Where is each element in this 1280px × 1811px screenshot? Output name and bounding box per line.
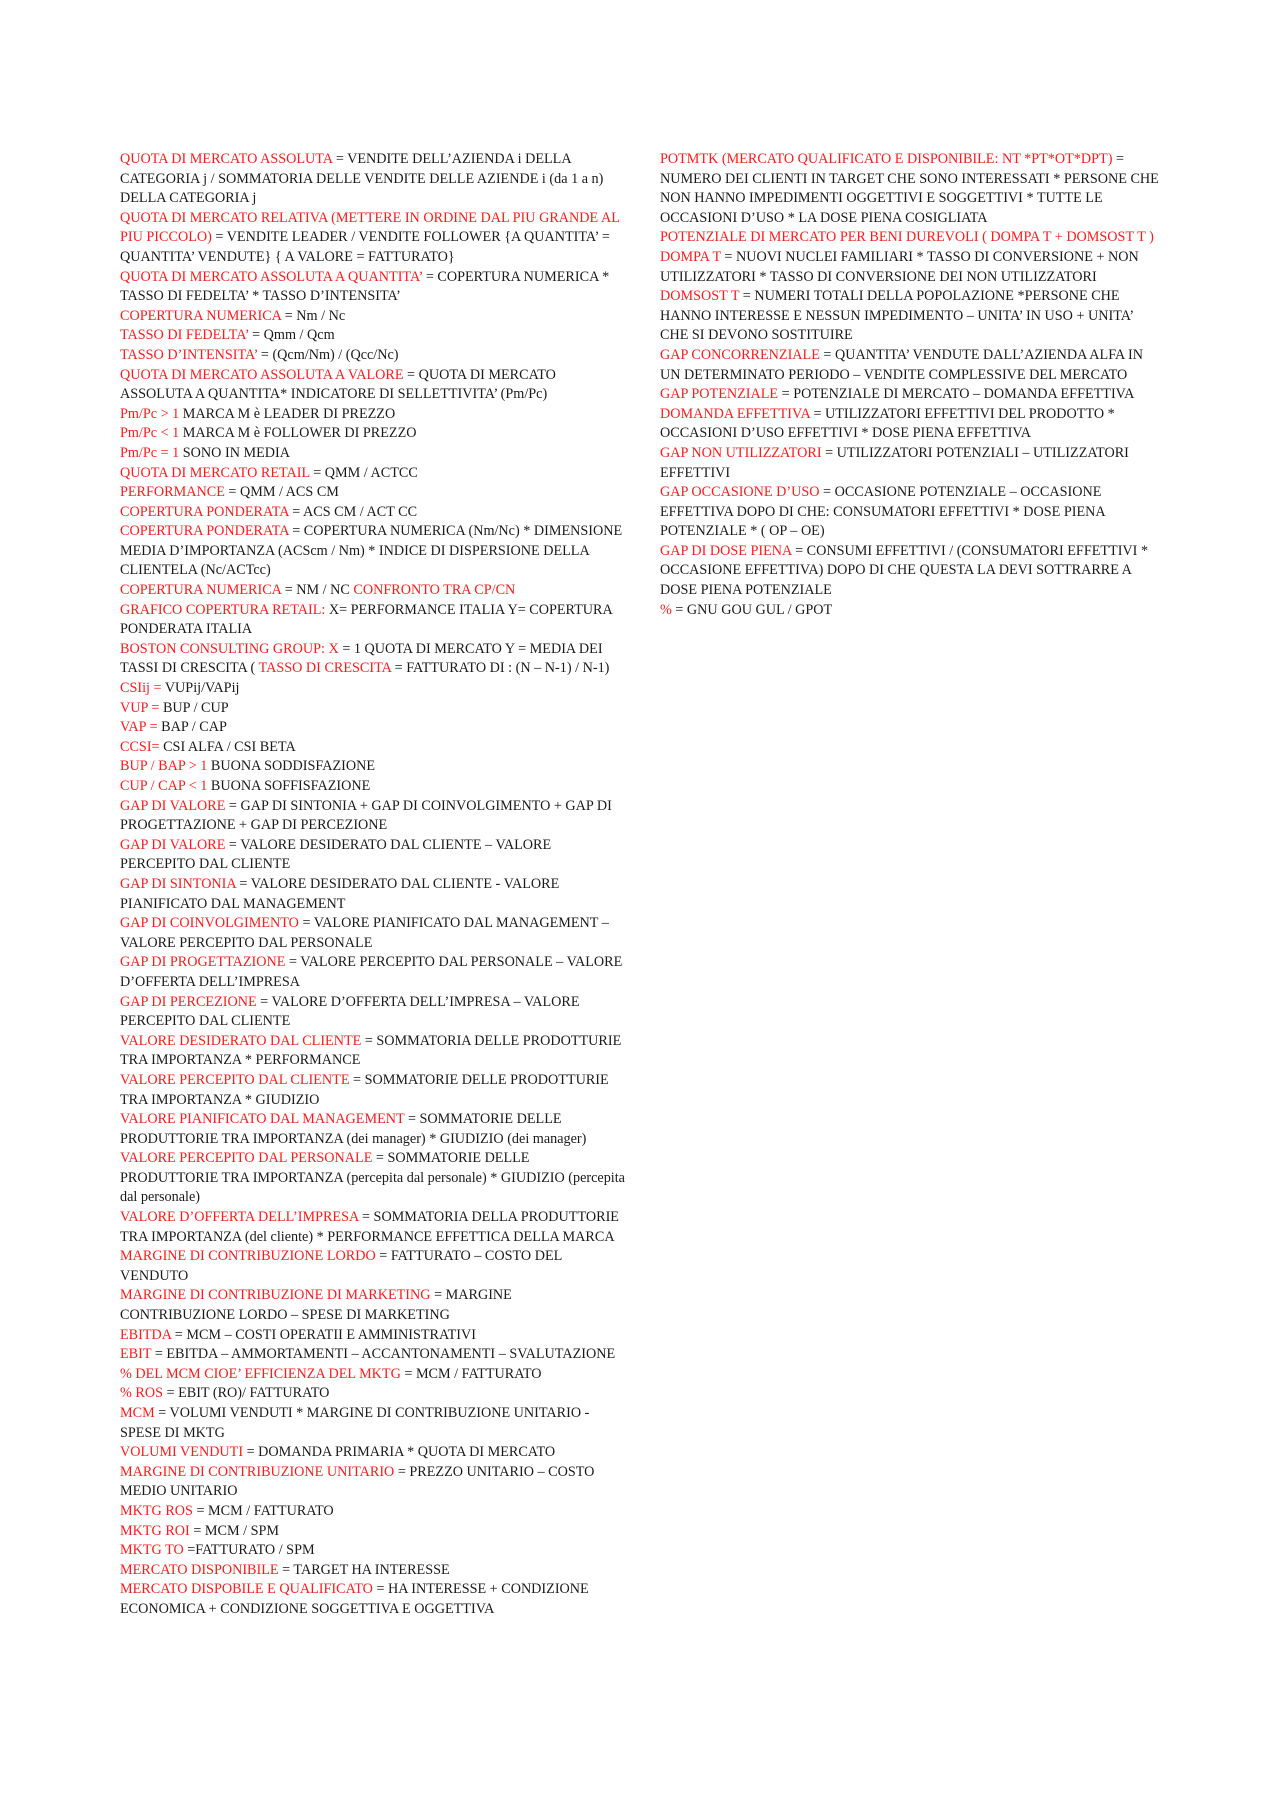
formula-entry [120,424,625,444]
formula-entry [120,1502,625,1522]
formula-term: GAP OCCASIONE D’USO [660,484,824,501]
formula-term: BUP / BAP > 1 [120,758,208,775]
formula-entry [660,405,1165,444]
formula-term: % ROS [120,1385,167,1402]
formula-definition: = (Qcm/Nm) / (Qcc/Nc) [260,346,399,363]
formula-term: DOMSOST T [660,288,743,305]
formula-term: Pm/Pc = 1 [120,444,180,461]
formula-entry [120,797,625,836]
formula-term: QUOTA DI MERCATO RETAIL [120,464,314,481]
formula-definition: = OCCASIONE POTENZIALE – OCCASIONE EFFETTIVA DOPO DI CHE: CONSUMATORI EFFETTIVI * DOSE PIENA POTENZIALE * ( OP – OE) [660,484,1105,540]
formula-entry [120,640,625,679]
formula-term: VOLUMI VENDUTI [120,1444,247,1461]
formula-term: % DEL MCM CIOE’ EFFICIENZA DEL MKTG [120,1365,405,1382]
formula-term: MERCATO DISPOBILE E QUALIFICATO [120,1581,377,1598]
formula-entry [120,1404,625,1443]
formula-term: GAP DI SINTONIA [120,875,240,892]
formula-term: GAP DI PERCEZIONE [120,993,261,1010]
formula-term: MERCATO DISPONIBILE [120,1561,283,1578]
formula-term: QUOTA DI MERCATO ASSOLUTA A QUANTITA’ [120,268,426,285]
formula-entry [120,679,625,699]
formula-definition: = PREZZO UNITARIO – COSTO MEDIO UNITARIO [120,1463,595,1500]
formula-term: COPERTURA PONDERATA [120,523,293,540]
formula-entry [120,1247,625,1286]
formula-definition: = QMM / ACS CM [228,484,339,501]
formula-definition: = COPERTURA NUMERICA (Nm/Nc) * DIMENSIONE MEDIA D’IMPORTANZA (ACScm / Nm) * INDICE DI DISPERSIONE DELLA CLIENTELA (Nc/ACTcc) [120,523,623,579]
formula-term: DOMANDA EFFETTIVA [660,405,814,422]
formula-definition: = UTILIZZATORI EFFETTIVI DEL PRODOTTO * OCCASIONI D’USO EFFETTIVI * DOSE PIENA EFFETTIVA [660,405,1115,442]
formula-term: CSIij = [120,680,165,697]
formula-definition: = MARGINE CONTRIBUZIONE LORDO – SPESE DI MARKETING [120,1287,512,1324]
formula-definition: = EBITDA – AMMORTAMENTI – ACCANTONAMENTI – SVALUTAZIONE [154,1346,616,1363]
formula-term: TASSO DI CRESCITA [258,660,392,677]
formula-entry [120,777,625,797]
formula-entry [120,405,625,425]
formula-definition: = Nm / Nc [284,307,346,324]
formula-entry [660,601,1165,621]
formula-definition: = VENDITE DELL’AZIENDA i DELLA CATEGORIA j / SOMMATORIA DELLE VENDITE DELLE AZIENDE i (da 1 a n) DELLA CATEGORIA j [120,151,604,207]
formula-entry [660,483,1165,542]
formula-entry [120,1580,625,1619]
formula-entry [120,1561,625,1581]
formula-definition: = VOLUMI VENDUTI * MARGINE DI CONTRIBUZIONE UNITARIO - SPESE DI MKTG [120,1405,590,1441]
formula-definition: = FATTURATO – COSTO DEL VENDUTO [120,1248,562,1284]
formula-definition: = TARGET HA INTERESSE [282,1561,450,1578]
formula-term: GAP DI COINVOLGIMENTO [120,915,303,932]
formula-entry [120,1286,625,1325]
formula-term: CCSI= [120,738,164,755]
formula-entry [660,287,1165,346]
formula-definition: = NUOVI NUCLEI FAMILIARI * TASSO DI CONVERSIONE + NON UTILIZZATORI * TASSO DI CONVERSIONE DEI NON UTILIZZATORI [660,248,1139,285]
formula-term: TASSO D’INTENSITA’ [120,346,261,363]
formula-definition: BUP / CUP [162,699,229,716]
formula-entry [120,1345,625,1365]
formula-definition: = GNU GOU GUL / GPOT [671,601,833,618]
formula-term: QUOTA DI MERCATO RELATIVA (METTERE IN ORDINE DAL PIU GRANDE AL PIU PICCOLO) [120,209,620,246]
formula-term: POTENZIALE DI MERCATO PER BENI DUREVOLI ( DOMPA T + DOMSOST T ) [660,229,1154,246]
formula-term: POTMTK (MERCATO QUALIFICATO E DISPONIBILE: NT *PT*OT*DPT) [660,151,1113,167]
formula-entry [120,1071,625,1110]
formula-entry [120,836,625,875]
formula-definition: = VALORE D’OFFERTA DELL’IMPRESA – VALORE PERCEPITO DAL CLIENTE [120,993,580,1030]
formula-definition: = VALORE PERCEPITO DAL PERSONALE – VALORE D’OFFERTA DELL’IMPRESA [120,954,623,990]
formula-definition: = MCM – COSTI OPERATII E AMMINISTRATIVI [174,1326,476,1343]
formula-entry [660,444,1165,483]
formula-entry [120,522,625,581]
formula-entry [660,346,1165,385]
formula-term: MARGINE DI CONTRIBUZIONE DI MARKETING [120,1287,435,1304]
formula-definition: = QUOTA DI MERCATO ASSOLUTA A QUANTITA* INDICATORE DI SELLETTIVITA’ (Pm/Pc) [120,366,556,403]
formula-entry [120,483,625,503]
formula-definition: = SOMMATORIA DELLE PRODOTTURIE TRA IMPORTANZA * PERFORMANCE [120,1032,622,1069]
formula-entry [120,993,625,1032]
formula-definition: BAP / CAP [161,719,227,736]
formula-entry [120,150,625,209]
formula-term: DOMPA T [660,248,725,265]
formula-definition: X= PERFORMANCE ITALIA Y= COPERTURA PONDERATA ITALIA [120,601,612,638]
formula-term: CUP / CAP < 1 [120,778,208,794]
formula-definition: = VALORE PIANIFICATO DAL MANAGEMENT – VALORE PERCEPITO DAL PERSONALE [120,915,609,951]
formula-entry [120,326,625,346]
formula-entry [660,248,1165,287]
formula-term: EBITDA [120,1326,175,1343]
formula-definition: = VENDITE LEADER / VENDITE FOLLOWER {A QUANTITA’ = QUANTITA’ VENDUTE} { A VALORE = FATTURATO} [120,229,610,265]
formula-term: GAP DI PROGETTAZIONE [120,954,289,971]
right-column [660,150,1165,620]
formula-definition: = EBIT (RO)/ FATTURATO [166,1385,330,1402]
formula-term: MKTG ROS [120,1502,197,1519]
formula-entry [660,150,1165,228]
formula-definition: MARCA M è FOLLOWER DI PREZZO [179,425,417,442]
formula-term: COPERTURA NUMERICA [120,582,285,599]
formula-entry [120,346,625,366]
formula-term: GAP CONCORRENZIALE [660,346,824,363]
formula-entry [120,1110,625,1149]
formula-entry [120,1463,625,1502]
formula-term: QUOTA DI MERCATO ASSOLUTA A VALORE [120,366,408,383]
formula-entry [120,953,625,992]
formula-entry [120,699,625,719]
formula-definition: = SOMMATORIE DELLE PRODUTTORIE TRA IMPORTANZA (percepita dal personale) * GIUDIZIO (percepita dal personale) [120,1150,625,1206]
formula-definition: =FATTURATO / SPM [187,1542,315,1559]
formula-entry [120,366,625,405]
formula-term: MARGINE DI CONTRIBUZIONE LORDO [120,1248,380,1265]
formula-entry [120,1032,625,1071]
formula-term: MKTG TO [120,1542,188,1559]
formula-definition: = SOMMATORIE DELLE PRODOTTURIE TRA IMPORTANZA * GIUDIZIO [120,1071,609,1108]
formula-definition: = MCM / SPM [193,1522,279,1539]
formula-term: PERFORMANCE [120,484,229,501]
formula-entry [120,757,625,777]
formula-definition: = 1 QUOTA DI MERCATO Y = MEDIA DEI TASSI DI CRESCITA ( [120,640,603,677]
formula-term: GAP NON UTILIZZATORI [660,444,826,461]
formula-definition: = NM / NC [284,582,354,599]
formula-definition: = HA INTERESSE + CONDIZIONE ECONOMICA + CONDIZIONE SOGGETTIVA E OGGETTIVA [120,1581,589,1617]
formula-definition: = FATTURATO DI : (N – N-1) / N-1) [391,660,610,677]
formula-term: TASSO DI FEDELTA’ [120,327,253,344]
formula-entry [660,385,1165,405]
formula-definition: = NUMERI TOTALI DELLA POPOLAZIONE *PERSONE CHE HANNO INTERESSE E NESSUN IMPEDIMENTO – UNITA’ IN USO + UNITA’ CHE SI DEVONO SOSTITUIRE [660,288,1134,344]
formula-term: Pm/Pc < 1 [120,425,180,442]
formula-term: VUP = [120,699,163,716]
formula-term: GAP DI DOSE PIENA [660,542,796,559]
formula-term: GAP DI VALORE [120,836,229,853]
formula-entry [120,1384,625,1404]
formula-definition: = SOMMATORIE DELLE PRODUTTORIE TRA IMPORTANZA (dei manager) * GIUDIZIO (dei manager) [120,1111,587,1147]
formula-definition: = UTILIZZATORI POTENZIALI – UTILIZZATORI EFFETTIVI [660,444,1129,481]
formula-term: VALORE DESIDERATO DAL CLIENTE [120,1032,365,1049]
formula-entry [120,464,625,484]
formula-definition: = Qmm / Qcm [252,327,335,344]
formula-entry [120,1541,625,1561]
formula-definition: BUONA SOFFISFAZIONE [207,778,371,794]
formula-term: VAP = [120,719,162,736]
formula-entry [120,738,625,758]
formula-entry [120,581,625,601]
formula-definition: = COPERTURA NUMERICA * TASSO DI FEDELTA’ * TASSO D’INTENSITA’ [120,268,610,305]
formula-entry [660,542,1165,601]
formula-term: COPERTURA NUMERICA [120,307,285,324]
formula-entry [120,209,625,268]
formula-term: VALORE D’OFFERTA DELL’IMPRESA [120,1209,362,1226]
formula-term: GAP DI VALORE [120,797,229,814]
formula-entry [120,1365,625,1385]
formula-definition: = POTENZIALE DI MERCATO – DOMANDA EFFETTIVA [781,386,1135,403]
formula-term: GRAFICO COPERTURA RETAIL: [120,601,326,618]
formula-definition: = ACS CM / ACT CC [292,503,418,520]
formula-entry [120,914,625,953]
formula-entry [120,1208,625,1247]
formula-term: MKTG ROI [120,1522,194,1539]
formula-entry [120,503,625,523]
formula-term: QUOTA DI MERCATO ASSOLUTA [120,151,336,167]
formula-definition: = VALORE DESIDERATO DAL CLIENTE - VALORE PIANIFICATO DAL MANAGEMENT [120,875,560,912]
left-column [120,150,625,1620]
formula-definition: MARCA M è LEADER DI PREZZO [179,405,396,422]
formula-entry [120,1326,625,1346]
formula-definition: SONO IN MEDIA [179,444,290,461]
formula-term: GAP POTENZIALE [660,386,782,403]
formula-term: VALORE PERCEPITO DAL CLIENTE [120,1071,354,1088]
formula-definition: = MCM / FATTURATO [404,1365,542,1382]
formula-term: VALORE PIANIFICATO DAL MANAGEMENT [120,1111,408,1128]
formula-entry [120,601,625,640]
formula-entry [120,718,625,738]
formula-entry [120,1149,625,1208]
formula-definition: VUPij/VAPij [164,680,240,697]
formula-entry [120,1522,625,1542]
formula-term: Pm/Pc > 1 [120,405,180,422]
formula-definition: = VALORE DESIDERATO DAL CLIENTE – VALORE PERCEPITO DAL CLIENTE [120,836,552,873]
formula-term: CONFRONTO TRA CP/CN [353,582,516,599]
formula-entry [120,307,625,327]
formula-entry [120,1443,625,1463]
formula-definition: = QUANTITA’ VENDUTE DALL’AZIENDA ALFA IN UN DETERMINATO PERIODO – VENDITE COMPLESSIVE DEL MERCATO [660,346,1144,383]
formula-term: VALORE PERCEPITO DAL PERSONALE [120,1150,376,1167]
formula-definition: = NUMERO DEI CLIENTI IN TARGET CHE SONO INTERESSATI * PERSONE CHE NON HANNO IMPEDIMENTI OGGETTIVI E SOGGETTIVI * TUTTE LE OCCASIONI D’USO * LA DOSE PIENA COSIGLIATA [660,151,1159,226]
formula-definition: = DOMANDA PRIMARIA * QUOTA DI MERCATO [246,1444,556,1461]
formula-entry [660,228,1165,248]
formula-definition: = GAP DI SINTONIA + GAP DI COINVOLGIMENTO + GAP DI PROGETTAZIONE + GAP DI PERCEZIONE [120,797,612,834]
formula-term: MARGINE DI CONTRIBUZIONE UNITARIO [120,1463,398,1480]
formula-entry [120,875,625,914]
formula-definition: = CONSUMI EFFETTIVI / (CONSUMATORI EFFETTIVI * OCCASIONE EFFETTIVA) DOPO DI CHE QUESTA LA DEVI SOTTRARRE A DOSE PIENA POTENZIALE [660,542,1149,599]
formula-entry [120,268,625,307]
formula-term: % [660,601,672,618]
formula-entry [120,444,625,464]
formula-definition: BUONA SODDISFAZIONE [207,758,376,775]
formula-definition: CSI ALFA / CSI BETA [163,738,296,755]
formula-definition: = QMM / ACTCC [313,464,418,481]
formula-term: BOSTON CONSULTING GROUP: X [120,640,343,657]
formula-definition: = MCM / FATTURATO [196,1502,334,1519]
formula-term: MCM [120,1405,159,1421]
formula-term: COPERTURA PONDERATA [120,503,293,520]
formula-definition: = SOMMATORIA DELLA PRODUTTORIE TRA IMPORTANZA (del cliente) * PERFORMANCE EFFETTICA DELLA MARCA [120,1209,619,1245]
formula-term: EBIT [120,1346,155,1363]
